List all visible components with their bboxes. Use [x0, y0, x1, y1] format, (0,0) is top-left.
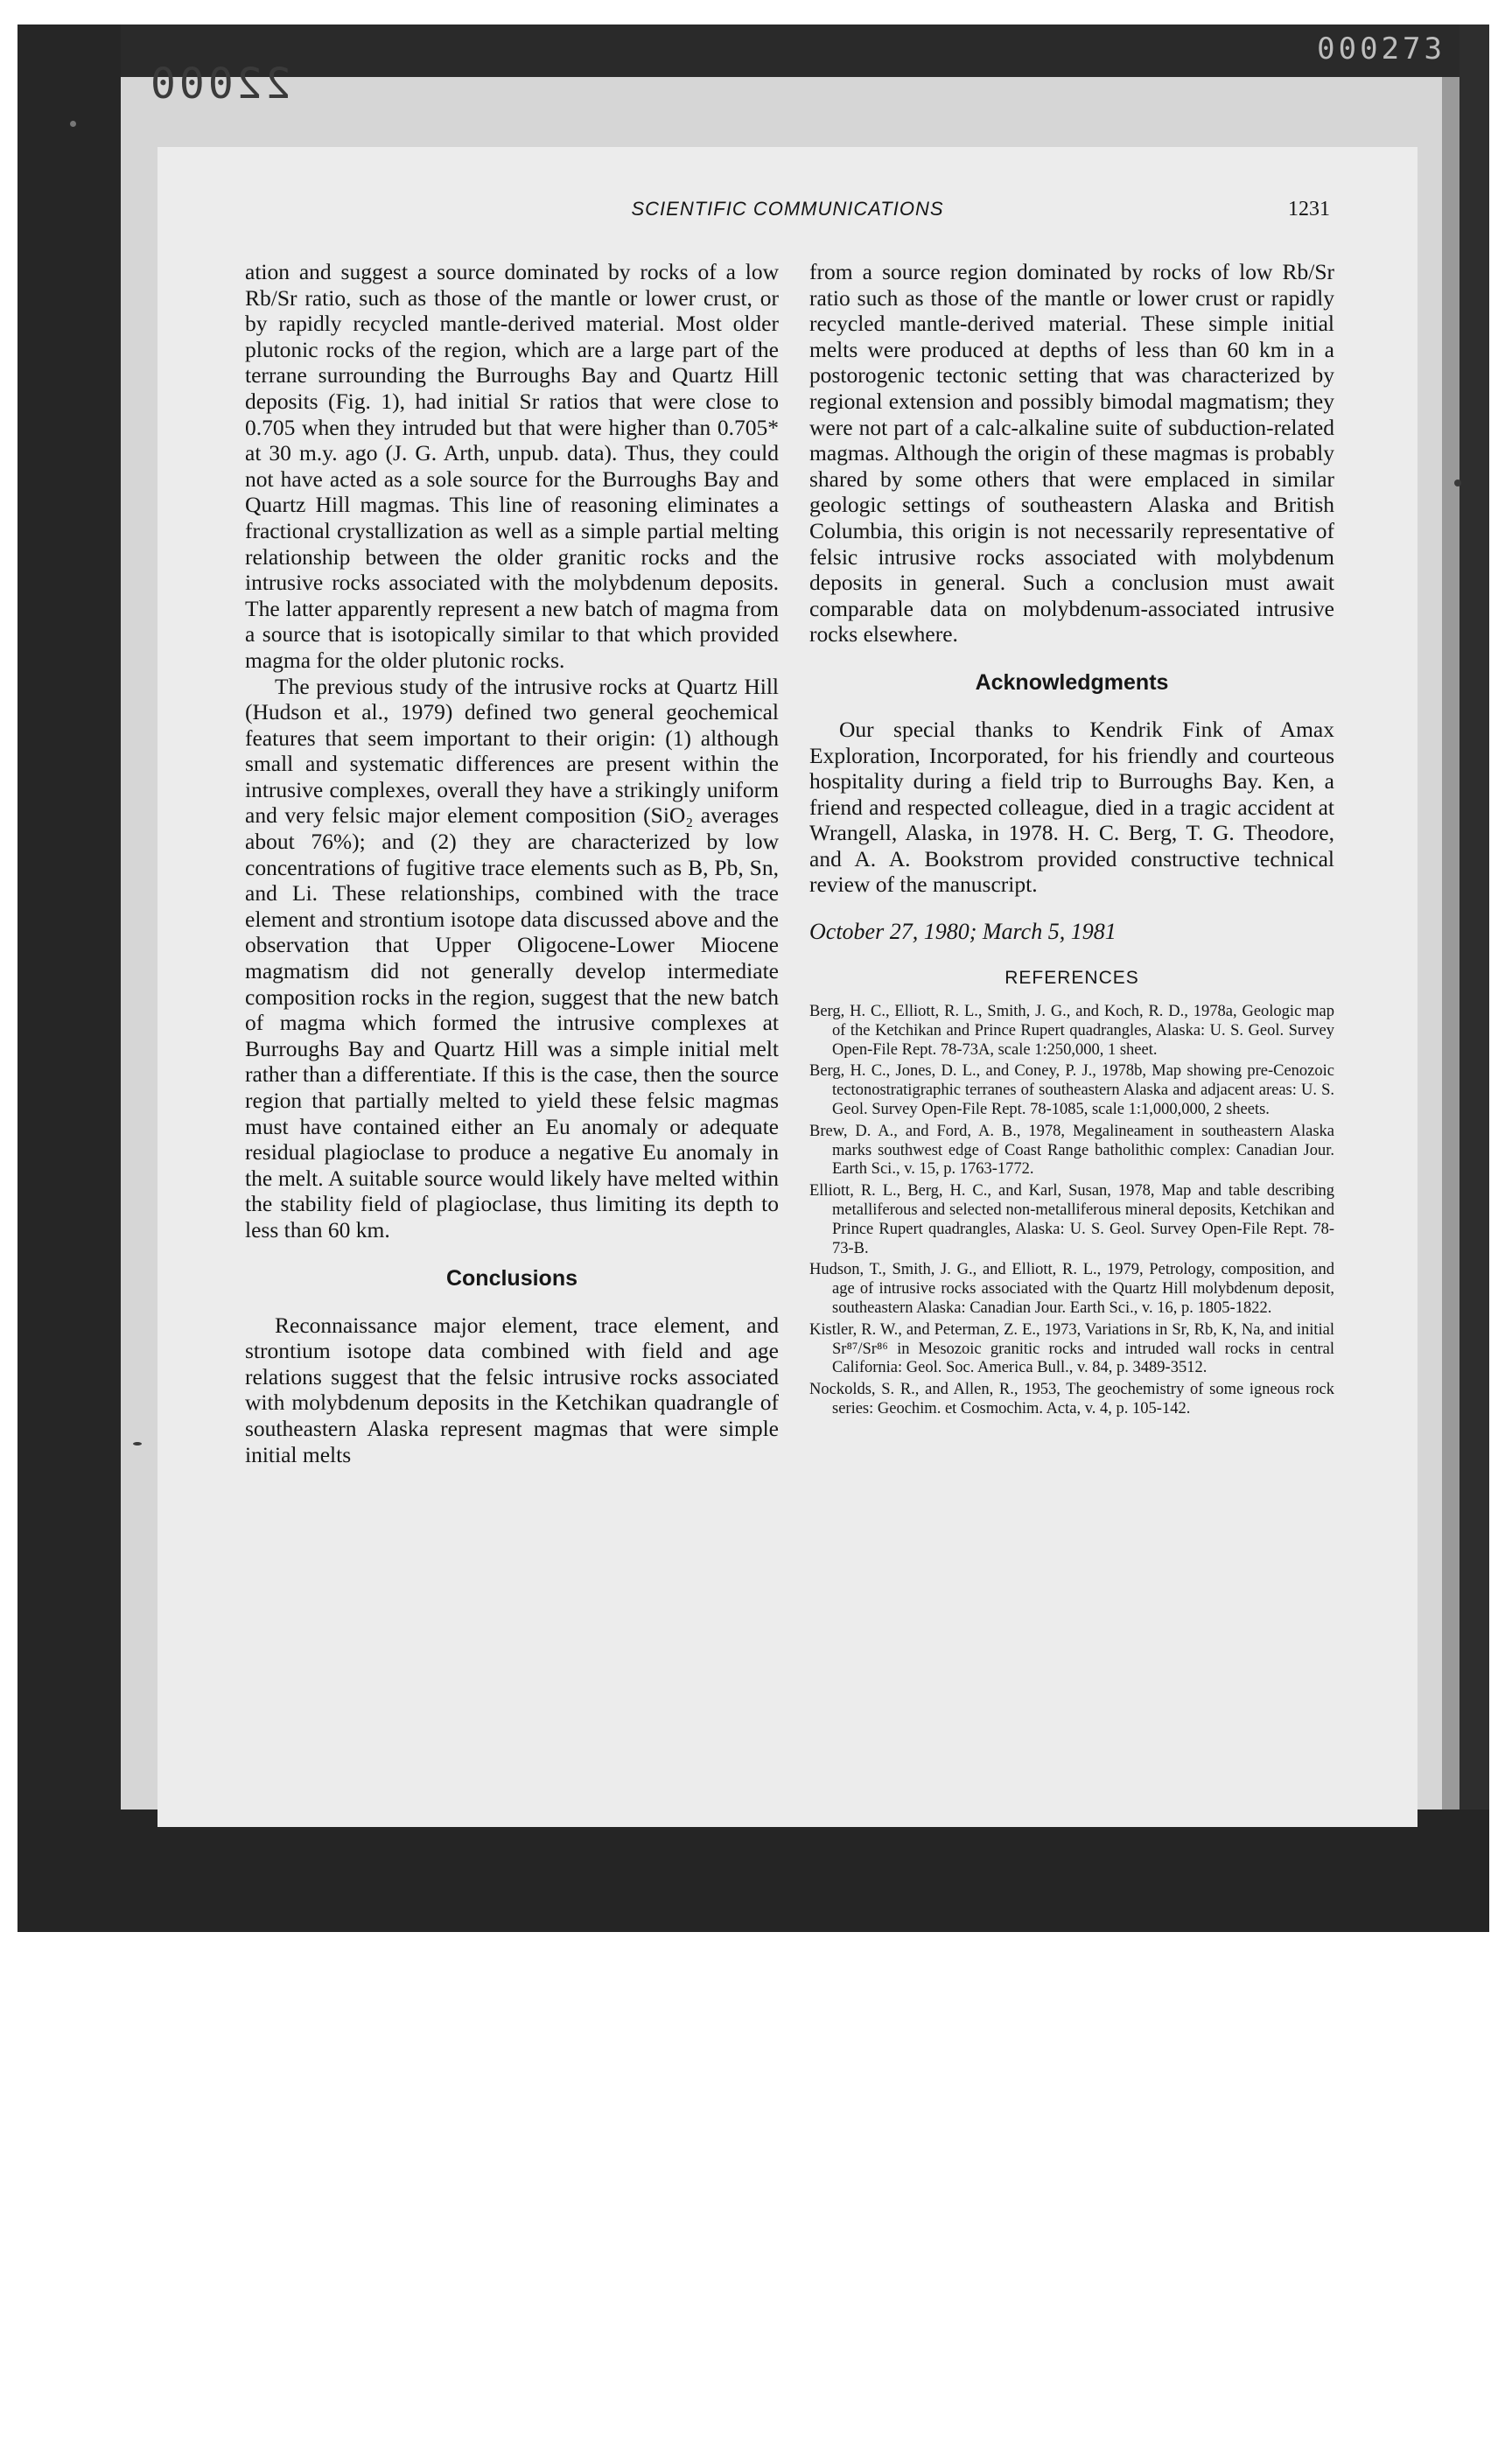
scanned-page-frame [18, 24, 1489, 1932]
reference-item: Elliott, R. L., Berg, H. C., and Karl, Susan, 1978, Map and table describing metalliferous and selected non-metalliferous mineral deposits, Ketchikan and Prince Rupert quadrangles, Alaska: U. S. Geol. Survey Open-File Rept. 78-73-B. [809, 1182, 1334, 1257]
scan-speck [1454, 480, 1461, 486]
reference-item: Berg, H. C., Elliott, R. L., Smith, J. G., and Koch, R. D., 1978a, Geologic map of the Ketchikan and Prince Rupert quadrangles, Alaska: U. S. Geol. Survey Open-File Rept. 78-73A, scale 1:250,000, 1 sheet. [809, 1003, 1334, 1059]
scan-shadow-left [18, 24, 121, 1932]
page-number: 1231 [1288, 198, 1330, 220]
acknowledgments-heading: Acknowledgments [975, 669, 1169, 695]
document-stamp-number: 22000 [147, 60, 291, 108]
reference-item: Hudson, T., Smith, J. G., and Elliott, R. L., 1979, Petrology, composition, and age of intrusive rocks associated with the Quartz Hill molybdenum deposit, southeastern Alaska: Canadian Jour. Earth Sci., v. 16, p. 1805-1822. [809, 1261, 1334, 1318]
journal-section-title: SCIENTIFIC COMMUNICATIONS [631, 198, 944, 220]
left-column [245, 259, 779, 1467]
scan-shadow-right [1460, 24, 1489, 1932]
body-paragraph: The previous study of the intrusive rocks at Quartz Hill (Hudson et al., 1979) defined two general geochemical features that seem important to their origin: (1) although small and systematic differences are present within the intrusive complexes, overall they have a strikingly uniform and very felsic major element composition (SiO₂ averages about 76%); and (2) they are characterized by low concentrations of fugitive trace elements such as B, Pb, Sn, and Li. These relationships, combined with the trace element and strontium isotope data discussed above and the observation that Upper Oligocene-Lower Miocene magmatism did not generally develop intermediate composition rocks in the region, suggest that the new batch of magma which formed the intrusive complexes at Burroughs Bay and Quartz Hill was a simple initial melt rather than a differentiate. If this is the case, then the source region that partially melted to yield these felsic magmas must have contained either an Eu anomaly or adequate residual plagioclase to produce a negative Eu anomaly in the melt. A suitable source would likely have melted within the stability field of plagioclase, thus limiting its depth to less than 60 km. [245, 673, 779, 1242]
references-heading: REFERENCES [1004, 968, 1139, 989]
received-dates: October 27, 1980; March 5, 1981 [809, 919, 1116, 945]
scan-speck [70, 121, 76, 127]
scan-shadow-right-inner [1442, 77, 1460, 1818]
reference-item: Berg, H. C., Jones, D. L., and Coney, P. J., 1978b, Map showing pre-Cenozoic tectonostratigraphic terranes of southeastern Alaska and adjacent areas: U. S. Geol. Survey Open-File Rept. 78-1085, scale 1:1,000,000, 2 sheets. [809, 1062, 1334, 1119]
right-column [809, 259, 1334, 1422]
running-head [158, 198, 1418, 233]
reference-item: Kistler, R. W., and Peterman, Z. E., 1973, Variations in Sr, Rb, K, Na, and initial Sr⁸⁷/Sr⁸⁶ in Mesozoic granitic rocks and intruded wall rocks in central California: Geol. Soc. America Bull., v. 84, p. 3489-3512. [809, 1320, 1334, 1377]
acknowledgments-paragraph: Our special thanks to Kendrik Fink of Amax Exploration, Incorporated, for his friendly and courteous hospitality during a field trip to Burroughs Bay. Ken, a friend and respected colleague, died in a tragic accident at Wrangell, Alaska, in 1978. H. C. Berg, T. G. Theodore, and A. A. Bookstrom provided constructive technical review of the manuscript. [809, 716, 1334, 898]
document-stamp-number-right: 000273 [1317, 32, 1446, 66]
reference-item: Brew, D. A., and Ford, A. B., 1978, Megalineament in southeastern Alaska marks southwest edge of Coast Range batholithic complex: Canadian Jour. Earth Sci., v. 15, p. 1763-1772. [809, 1122, 1334, 1179]
reference-list [809, 1003, 1334, 1419]
conclusions-heading: Conclusions [445, 1265, 578, 1291]
conclusions-paragraph: Reconnaissance major element, trace element, and strontium isotope data combined with field and age relations suggest that the felsic intrusive rocks associated with molybdenum deposits in the Ketchikan quadrangle of southeastern Alaska represent magmas that were simple initial melts [245, 1312, 779, 1467]
journal-page [158, 147, 1418, 1827]
conclusions-continuation: from a source region dominated by rocks of low Rb/Sr ratio such as those of the mantle or lower crust or rapidly recycled mantle-derived material. These simple initial melts were produced at depths of less than 60 km in a postorogenic tectonic setting that was characterized by regional extension and possibly bimodal magmatism; they were not part of a calc-alkaline suite of subduction-related magmas. Although the origin of these magmas is probably shared by some others that were emplaced in similar geologic settings of southeastern Alaska and British Columbia, this origin is not necessarily representative of felsic intrusive rocks associated with molybdenum deposits in general. Such a conclusion must await comparable data on molybdenum-associated intrusive rocks elsewhere. [809, 259, 1334, 648]
body-paragraph: ation and suggest a source dominated by rocks of a low Rb/Sr ratio, such as those of the mantle or lower crust, or by rapidly recycled mantle-derived material. Most older plutonic rocks of the region, which are a large part of the terrane surrounding the Burroughs Bay and Quartz Hill deposits (Fig. 1), had initial Sr ratios that were close to 0.705 when they intruded but that were higher than 0.705* at 30 m.y. ago (J. G. Arth, unpub. data). Thus, they could not have acted as a sole source for the Burroughs Bay and Quartz Hill magmas. This line of reasoning eliminates a fractional crystallization as well as a simple partial melting relationship between the older granitic rocks and the intrusive rocks associated with the molybdenum deposits. The latter apparently represent a new batch of magma from a source that is isotopically similar to that which provided magma for the older plutonic rocks. [245, 259, 779, 673]
scan-speck [133, 1442, 142, 1446]
reference-item: Nockolds, S. R., and Allen, R., 1953, The geochemistry of some igneous rock series: Geochim. et Cosmochim. Acta, v. 4, p. 105-142. [809, 1381, 1334, 1418]
scan-shadow-bottom [18, 1810, 1489, 1932]
